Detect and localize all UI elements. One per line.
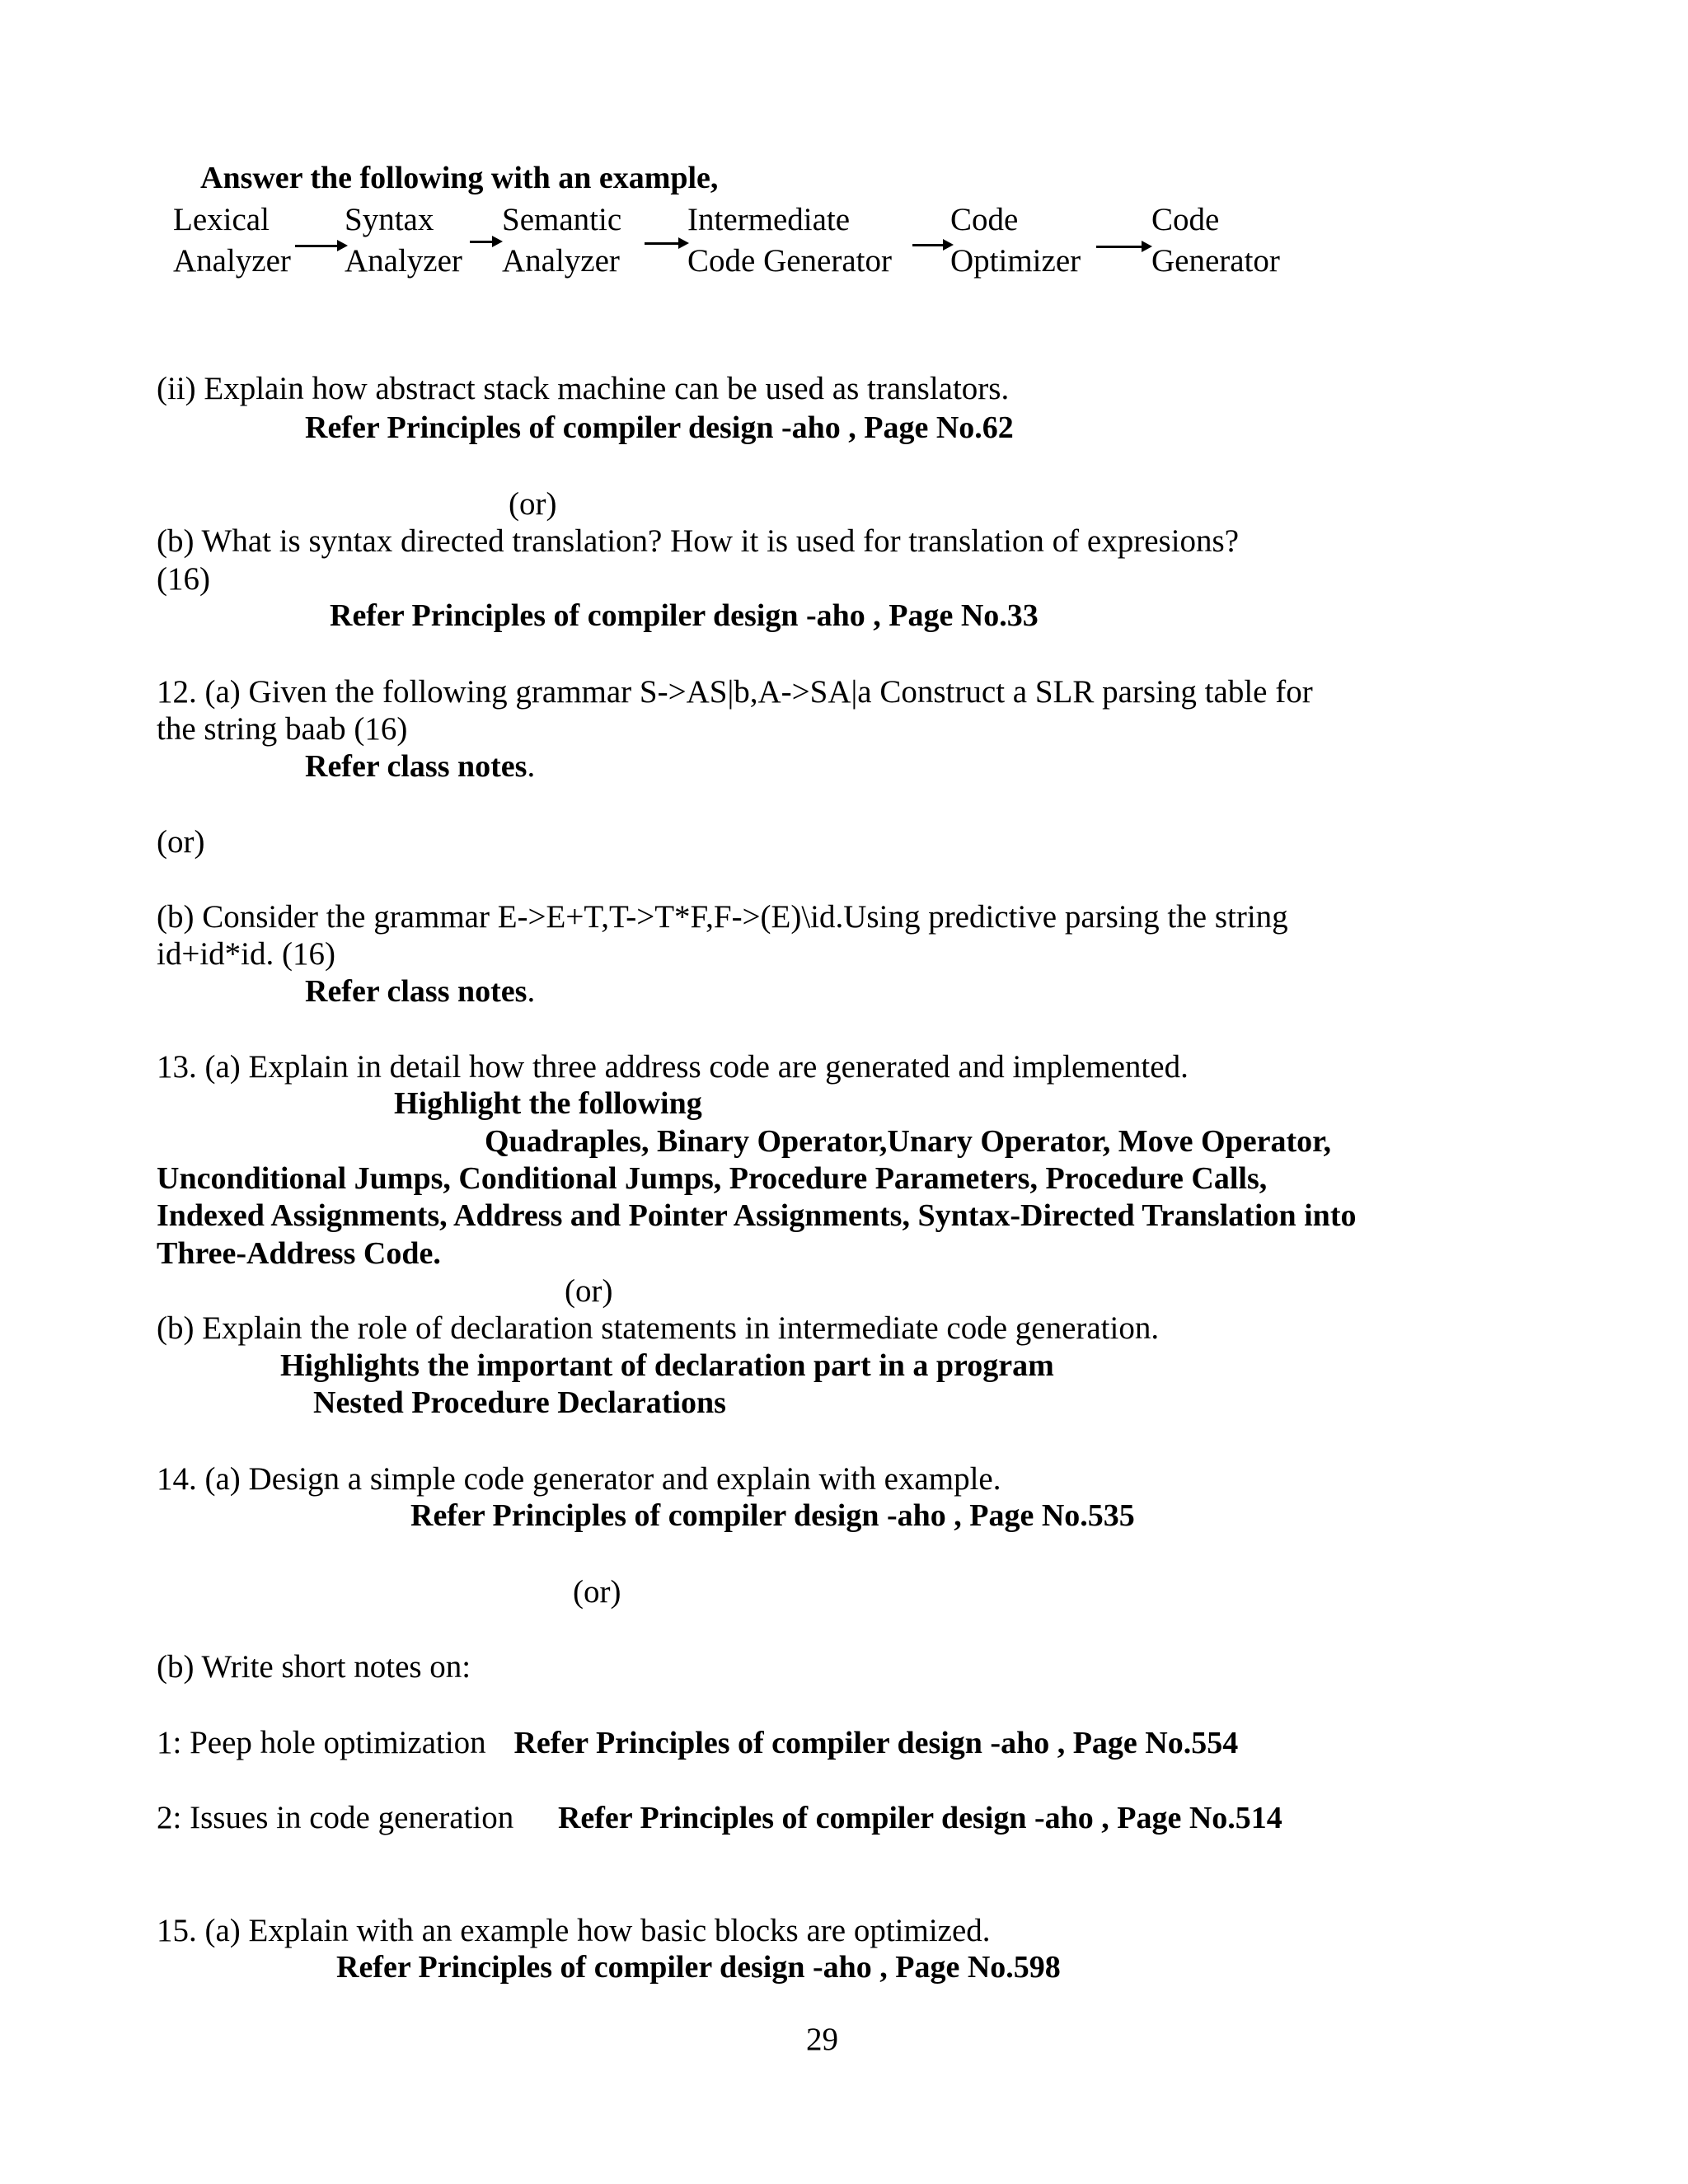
q13-a-question: 13. (a) Explain in detail how three address code are generated and implemented. <box>157 1049 1189 1085</box>
q14-a-reference: Refer Principles of compiler design -aho , Page No.535 <box>410 1498 1135 1533</box>
q14-or-separator: (or) <box>573 1574 621 1610</box>
q12-b-question-line1: (b) Consider the grammar E->E+T,T->T*F,F->(E)\id.Using predictive parsing the string <box>157 899 1288 935</box>
q13-a-topics-line4: Three-Address Code. <box>157 1236 441 1271</box>
q11-b-question: (b) What is syntax directed translation? How it is used for translation of expresions? <box>157 523 1240 559</box>
q13-b-highlight-line1: Highlights the important of declaration part in a program <box>280 1348 1054 1383</box>
q13-a-topics-line3: Indexed Assignments, Address and Pointer Assignments, Syntax-Directed Translation into <box>157 1198 1357 1233</box>
q14-b-item2 <box>157 1802 1282 1834</box>
q15-a-reference: Refer Principles of compiler design -aho , Page No.598 <box>336 1950 1061 1985</box>
q14-a-question: 14. (a) Design a simple code generator and explain with example. <box>157 1461 1001 1497</box>
q11-ii-reference: Refer Principles of compiler design -aho , Page No.62 <box>305 410 1014 445</box>
q12-b-question-line2: id+id*id. (16) <box>157 936 335 972</box>
q14-b-question: (b) Write short notes on: <box>157 1649 471 1685</box>
q12-a-reference: Refer class notes. <box>305 748 536 784</box>
q14-b-item1-reference: Refer Principles of compiler design -aho , Page No.554 <box>513 1726 1239 1760</box>
q14-b-item1-text: 1: Peep hole optimization <box>157 1725 486 1760</box>
q12-a-question-line1: 12. (a) Given the following grammar S->AS|b,A->SA|a Construct a SLR parsing table for <box>157 674 1313 710</box>
q11-ii-question: (ii) Explain how abstract stack machine can be used as translators. <box>157 371 1010 406</box>
phase-code-optimizer: Code Optimizer <box>950 202 1081 279</box>
arrow-right-icon <box>295 245 338 247</box>
section-heading: Answer the following with an example, <box>200 161 719 195</box>
page-number: 29 <box>806 2022 838 2057</box>
q11-b-marks: (16) <box>157 561 210 597</box>
q13-a-topics-line1: Quadraples, Binary Operator,Unary Operator, Move Operator, <box>485 1124 1331 1159</box>
q15-a-question: 15. (a) Explain with an example how basic blocks are optimized. <box>157 1913 991 1948</box>
phase-semantic-analyzer: Semantic Analyzer <box>502 202 622 279</box>
q12-or-separator: (or) <box>157 824 205 860</box>
q14-b-item1 <box>157 1727 1238 1759</box>
phase-intermediate-code-generator: Intermediate Code Generator <box>687 202 892 279</box>
arrow-right-icon <box>645 242 679 245</box>
q11-b-reference: Refer Principles of compiler design -aho , Page No.33 <box>330 598 1039 633</box>
phase-code-generator: Code Generator <box>1151 202 1280 279</box>
q13-or-separator: (or) <box>565 1273 613 1309</box>
q14-b-item2-text: 2: Issues in code generation <box>157 1800 514 1835</box>
q13-a-highlight-heading: Highlight the following <box>394 1086 702 1121</box>
phase-syntax-analyzer: Syntax Analyzer <box>345 202 462 279</box>
arrow-right-icon <box>1096 246 1142 248</box>
q11-or-separator: (or) <box>509 486 557 522</box>
q12-b-reference: Refer class notes. <box>305 973 536 1009</box>
q13-a-topics-line2: Unconditional Jumps, Conditional Jumps, Procedure Parameters, Procedure Calls, <box>157 1161 1268 1196</box>
phase-lexical-analyzer: Lexical Analyzer <box>173 202 291 279</box>
arrow-right-icon <box>912 244 944 246</box>
q13-b-highlight-line2: Nested Procedure Declarations <box>313 1385 726 1420</box>
q14-b-item2-reference: Refer Principles of compiler design -aho , Page No.514 <box>557 1801 1282 1835</box>
q12-a-question-line2: the string baab (16) <box>157 711 408 747</box>
q13-b-question: (b) Explain the role of declaration statements in intermediate code generation. <box>157 1310 1160 1346</box>
arrow-right-icon <box>470 241 493 243</box>
